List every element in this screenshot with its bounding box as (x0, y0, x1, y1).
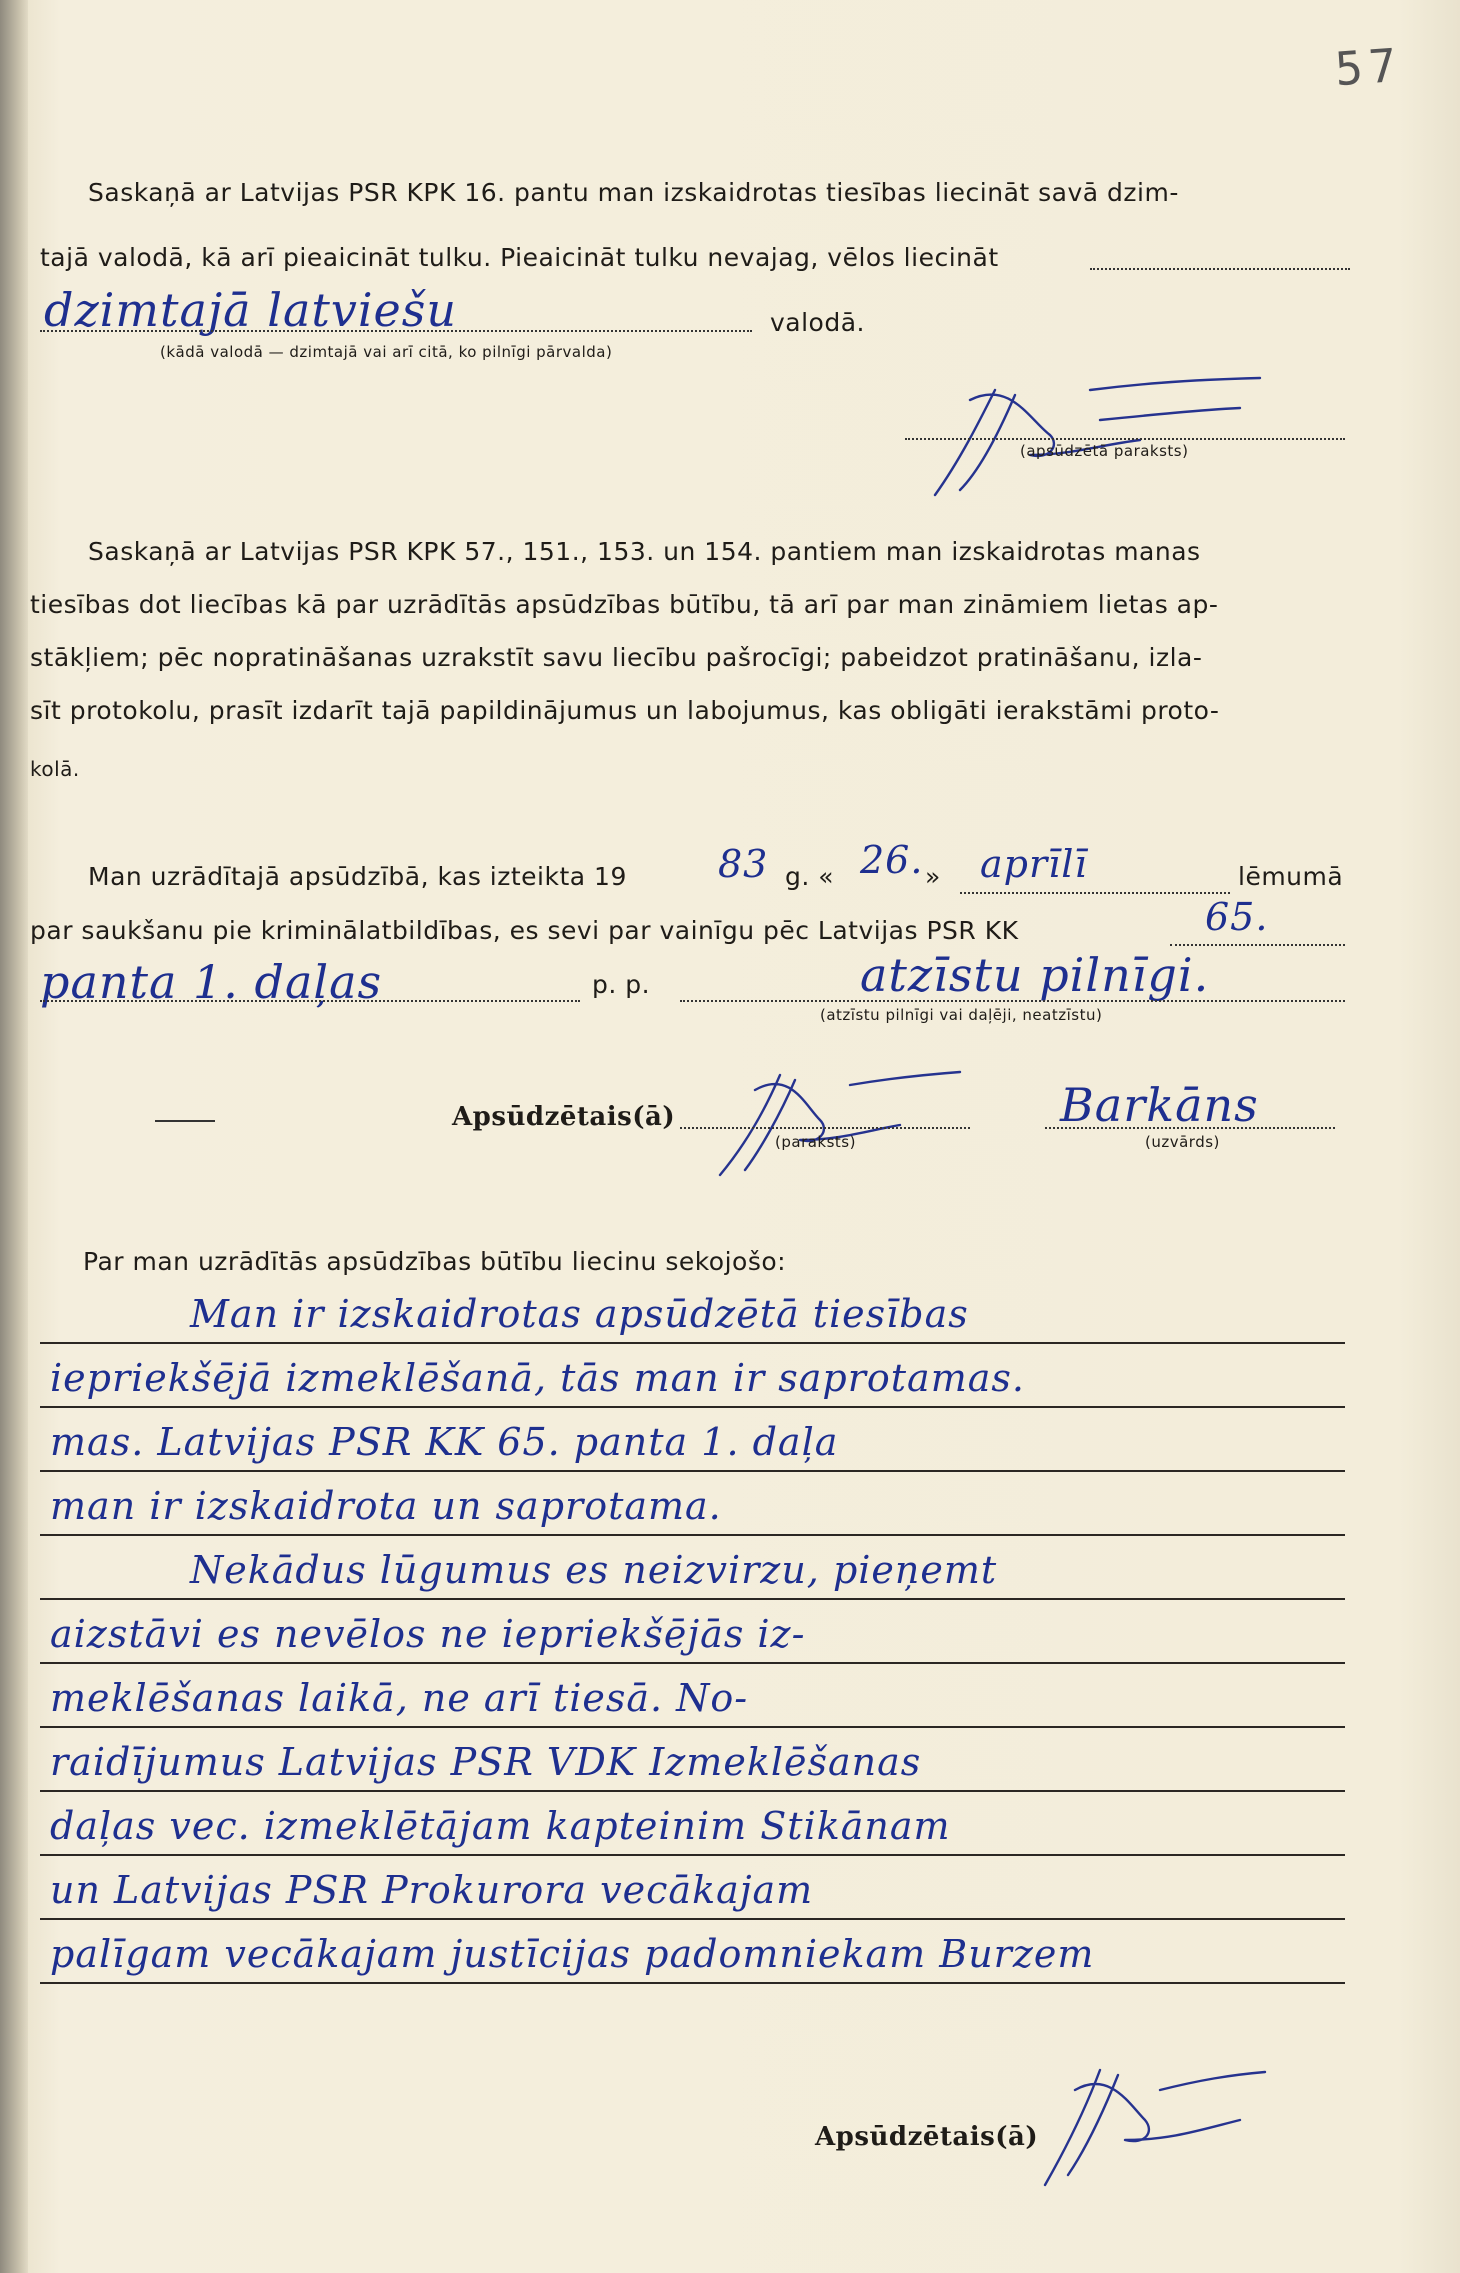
rights-language-line-2: tajā valodā, kā arī pieaicināt tulku. Pieaicināt tulku nevajag, vēlos liecināt (40, 243, 999, 272)
caption-language: (kādā valodā — dzimtajā vai arī citā, ko pilnīgi pārvalda) (160, 343, 613, 361)
dash-mark (155, 1120, 215, 1122)
label-accused-2: Apsūdzētais(ā) (815, 2122, 1039, 2152)
signature-2 (700, 1060, 960, 1180)
fill-line (680, 1000, 1345, 1002)
handwritten-article: 65. (1205, 895, 1269, 939)
charge-text-d: lēmumā (1238, 862, 1344, 891)
testimony-rule (40, 1406, 1345, 1408)
testimony-line: iepriekšējā izmeklēšanā, tās man ir saprotamas. (50, 1356, 1025, 1400)
testimony-line: un Latvijas PSR Prokurora vecākajam (50, 1868, 814, 1912)
binding-edge (0, 0, 28, 2273)
testimony-line: Man ir izskaidrotas apsūdzētā tiesības (190, 1292, 969, 1336)
rights-language-line-1: Saskaņā ar Latvijas PSR KPK 16. pantu man izskaidrotas tiesības liecināt savā dzim- (88, 178, 1179, 207)
fill-line (960, 892, 1230, 894)
fill-line (1170, 944, 1345, 946)
charge-text-b: g. « (785, 862, 835, 891)
testimony-line: Nekādus lūgumus es neizvirzu, pieņemt (190, 1548, 998, 1592)
caption-paraksts: (paraksts) (775, 1133, 856, 1151)
rights-evidence-line-2: tiesības dot liecības kā par uzrādītās apsūdzības būtību, tā arī par man zināmiem lietas ap- (30, 590, 1219, 619)
testimony-rule (40, 1342, 1345, 1344)
handwritten-language: dzimtajā latviešu (44, 283, 458, 337)
testimony-rule (40, 1598, 1345, 1600)
rights-evidence-line-1: Saskaņā ar Latvijas PSR KPK 57., 151., 153. un 154. pantiem man izskaidrotas manas (88, 537, 1201, 566)
fill-line (680, 1127, 970, 1129)
caption-signature: (apsūdzētā paraksts) (1020, 442, 1189, 460)
testimony-intro: Par man uzrādītās apsūdzības būtību liecinu sekojošo: (83, 1247, 787, 1276)
testimony-rule (40, 1790, 1345, 1792)
charge-line-2: par saukšanu pie kriminālatbildības, es sevi par vainīgu pēc Latvijas PSR KK (30, 916, 1019, 945)
label-valoda: valodā. (770, 308, 865, 337)
charge-text-a: Man uzrādītajā apsūdzībā, kas izteikta 19 (88, 862, 627, 891)
fill-line (40, 1000, 580, 1002)
testimony-line: man ir izskaidrota un saprotama. (50, 1484, 722, 1528)
signature-3 (1030, 2050, 1270, 2190)
charge-text-c: » (925, 862, 941, 891)
label-pp: p. p. (592, 970, 651, 999)
testimony-rule (40, 1982, 1345, 1984)
handwritten-admit: atzīstu pilnīgi. (860, 948, 1210, 1002)
caption-admit: (atzīstu pilnīgi vai daļēji, neatzīstu) (820, 1006, 1103, 1024)
handwritten-year: 83 (718, 842, 769, 886)
rights-evidence-line-4: sīt protokolu, prasīt izdarīt tajā papildinājumus un labojumus, kas obligāti ierakstāmi proto- (30, 696, 1220, 725)
fill-line (1045, 1127, 1335, 1129)
fill-line (905, 438, 1345, 440)
rights-evidence-line-3: stākļiem; pēc nopratināšanas uzrakstīt savu liecību pašrocīgi; pabeidzot pratināšanu, izla- (30, 643, 1203, 672)
testimony-rule (40, 1854, 1345, 1856)
testimony-rule (40, 1534, 1345, 1536)
rights-evidence-line-5: kolā. (30, 757, 80, 781)
handwritten-day: 26. (860, 838, 924, 882)
label-accused-1: Apsūdzētais(ā) (452, 1102, 676, 1132)
testimony-rule (40, 1662, 1345, 1664)
handwritten-part: panta 1. daļas (40, 955, 383, 1009)
fill-line (1090, 268, 1350, 270)
testimony-rule (40, 1726, 1345, 1728)
signature-1 (900, 360, 1260, 500)
testimony-line: palīgam vecākajam justīcijas padomniekam Burzem (50, 1932, 1095, 1976)
fill-line (40, 330, 752, 332)
handwritten-month: aprīlī (980, 842, 1088, 886)
testimony-line: daļas vec. izmeklētājam kapteinim Stikānam (50, 1804, 951, 1848)
testimony-line: meklēšanas laikā, ne arī tiesā. No- (50, 1676, 749, 1720)
testimony-rule (40, 1918, 1345, 1920)
testimony-line: mas. Latvijas PSR KK 65. panta 1. daļa (50, 1420, 839, 1464)
testimony-line: aizstāvi es nevēlos ne iepriekšējās iz- (50, 1612, 806, 1656)
caption-uzvards: (uzvārds) (1145, 1133, 1220, 1151)
page-number: 57 (1333, 37, 1405, 97)
testimony-rule (40, 1470, 1345, 1472)
testimony-line: raidījumus Latvijas PSR VDK Izmeklēšanas (50, 1740, 922, 1784)
handwritten-surname: Barkāns (1060, 1078, 1259, 1132)
